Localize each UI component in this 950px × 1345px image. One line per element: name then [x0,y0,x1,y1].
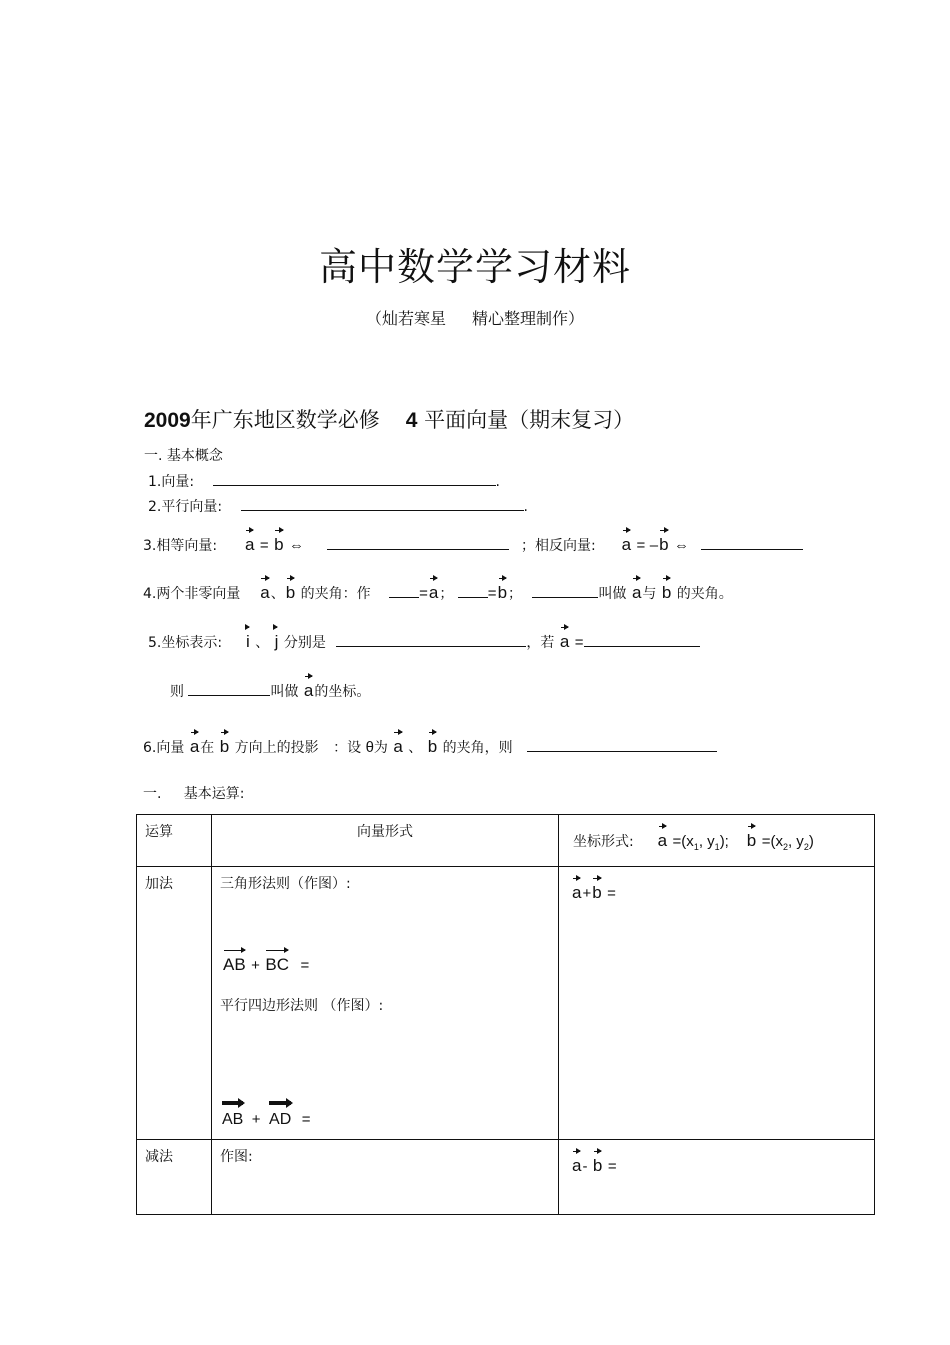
heading-part2: 平面向量（期末复习） [424,408,635,432]
minus-sign: - [582,1158,588,1175]
iff-icon: ⇔ [673,537,689,554]
item-6-as: 为 [373,740,388,756]
op-sub: 减法 [137,1140,212,1215]
eq-sign: = [607,1158,617,1175]
vec-a: a [244,535,255,554]
add-coordinate-form [559,867,875,1140]
blank-unit-vectors[interactable] [336,632,526,647]
table-row-subtraction [137,1140,875,1215]
minus-sign: – [649,537,659,554]
b-coord-end: ) [808,833,814,850]
vec-a: a [657,831,668,850]
blank-oa[interactable] [389,583,419,598]
item-5-if: ，若 [526,635,555,651]
blank-equal[interactable] [327,535,509,550]
vec-ad-bold: AD [269,1111,292,1128]
vec-b: b [592,883,602,902]
table-row-addition [137,867,875,1140]
vec-b: b [592,1156,603,1175]
item-3-mid: ；相反向量: [520,538,596,554]
a-sub-y: 1 [714,842,720,852]
item-angle: 4.两个非零向量 a、b 的夹角：作 =a； =b； 叫做 a与 b 的夹角。 [143,583,733,602]
eq-sign: = [301,1111,311,1128]
item-5-sep: 、 [255,635,270,651]
blank-parallel[interactable] [241,496,524,511]
item-6-label: 6.向量 [143,740,185,756]
b-sub-y: 2 [803,842,809,852]
plus-sign: + [251,957,260,974]
vec-a: a [303,681,314,700]
subtitle-left: （灿若寒星 [365,309,446,328]
plus-sign: + [582,885,592,902]
coord-label: 坐标形式: [573,834,634,850]
page-subtitle [0,306,950,329]
item-4-angle: 的夹角：作 [300,586,371,602]
vec-j: j [274,632,279,651]
vec-a: a [393,737,403,756]
vec-bc: BC [265,955,289,974]
header-op: 运算 [137,815,212,867]
page-title: 高中数学学习材料 [318,245,631,289]
item-vector: 1.向量: . [148,471,500,491]
plus-sign: + [251,1111,261,1128]
blank-angle[interactable] [532,583,598,598]
op-add: 加法 [137,867,212,1140]
vec-a: a [572,883,582,902]
a-coord-end: ); [719,833,729,850]
table-header-row [137,815,875,867]
item-6-in: 在 [200,740,215,756]
vec-i: i [245,632,250,651]
item-6-sep: 、 [408,740,423,756]
vec-ab: AB [223,955,246,974]
item-4-label: 4.两个非零向量 [143,586,241,602]
parallelogram-rule: 平行四边形法则 （作图）: [220,998,384,1014]
header-vector-form: 向量形式 [212,815,559,867]
operations-table [136,814,875,1215]
eq-sign: = [419,585,428,602]
vec-a: a [189,737,200,756]
blank-coord[interactable] [188,681,270,696]
item-6-set: ：设 [333,740,362,756]
vec-b: b [659,535,669,554]
vec-b: b [746,831,757,850]
ab-plus-bc [222,955,309,975]
vec-a: a [260,583,270,602]
blank-projection[interactable] [527,737,717,752]
vec-a: a [428,583,439,602]
b-coord-open: =(x [761,833,783,850]
blank-opposite[interactable] [701,535,803,550]
item-5-label: 5.坐标表示: [148,635,223,651]
item-coordinate [148,632,700,652]
header-coordinate-form [559,815,875,867]
sub-vector-form: 作图: [212,1140,559,1215]
heading-year: 2009 [144,409,191,432]
item-5-mid: 分别是 [283,635,326,651]
blank-vector[interactable] [213,471,496,486]
iff-icon: ⇔ [289,537,305,554]
eq-sign: = [259,537,269,554]
eq-sign: = [574,634,584,651]
blank-a-expr[interactable] [584,632,700,647]
vec-a: a [572,1156,582,1175]
item-5-call: 叫做 [270,684,299,700]
item-5-then: 则 [170,684,184,700]
b-coord-mid: , y [787,833,804,850]
blank-ob[interactable] [458,583,488,598]
eq-sign: = [487,585,497,602]
add-vector-form [212,867,559,1140]
item-6-dir: 方向上的投影 [234,740,319,756]
vec-a: a [559,632,570,651]
item-1-label: 1.向量: [148,474,195,490]
vec-b: b [661,583,672,602]
vec-ab-bold: AB [222,1111,244,1128]
item-coordinate-cont [170,681,370,701]
a-coord-open: =(x [672,833,694,850]
theta-symbol: θ [365,739,374,756]
section-basic-operations: 一. 基本运算: [143,786,245,802]
vec-a: a [631,583,642,602]
eq-sign: = [607,885,616,902]
section-heading [144,404,634,434]
heading-num: 4 [405,409,418,432]
ab-plus-ad [222,1111,310,1129]
item-6-angle: 的夹角，则 [442,740,513,756]
vec-b: b [274,535,284,554]
vec-b: b [219,737,230,756]
heading-part1: 年广东地区数学必修 [190,408,380,432]
eq-sign: = [636,537,646,554]
subtitle-right: 精心整理制作） [472,309,585,328]
item-projection [143,737,717,757]
item-2-label: 2.平行向量: [148,499,223,515]
vec-b: b [285,583,296,602]
triangle-rule: 三角形法则（作图）: [220,876,351,892]
vec-b: b [497,583,508,602]
item-equal-vector [143,535,803,555]
b-sub-x: 2 [782,842,788,852]
a-sub-x: 1 [693,842,699,852]
section-basic-concepts: 一. 基本概念 [144,448,223,464]
sub-coordinate-form [559,1140,875,1215]
item-5-end: 的坐标。 [314,684,371,700]
item-4-call: 叫做 [598,586,627,602]
item-4-end: 的夹角。 [676,586,733,602]
item-4-with: 与 [642,586,657,602]
vec-b: b [427,737,438,756]
vec-a: a [621,535,632,554]
eq-sign: = [300,957,310,974]
item-parallel-vector: 2.平行向量: . [148,496,528,516]
a-coord-mid: , y [698,833,715,850]
item-3-label: 3.相等向量: [143,538,218,554]
